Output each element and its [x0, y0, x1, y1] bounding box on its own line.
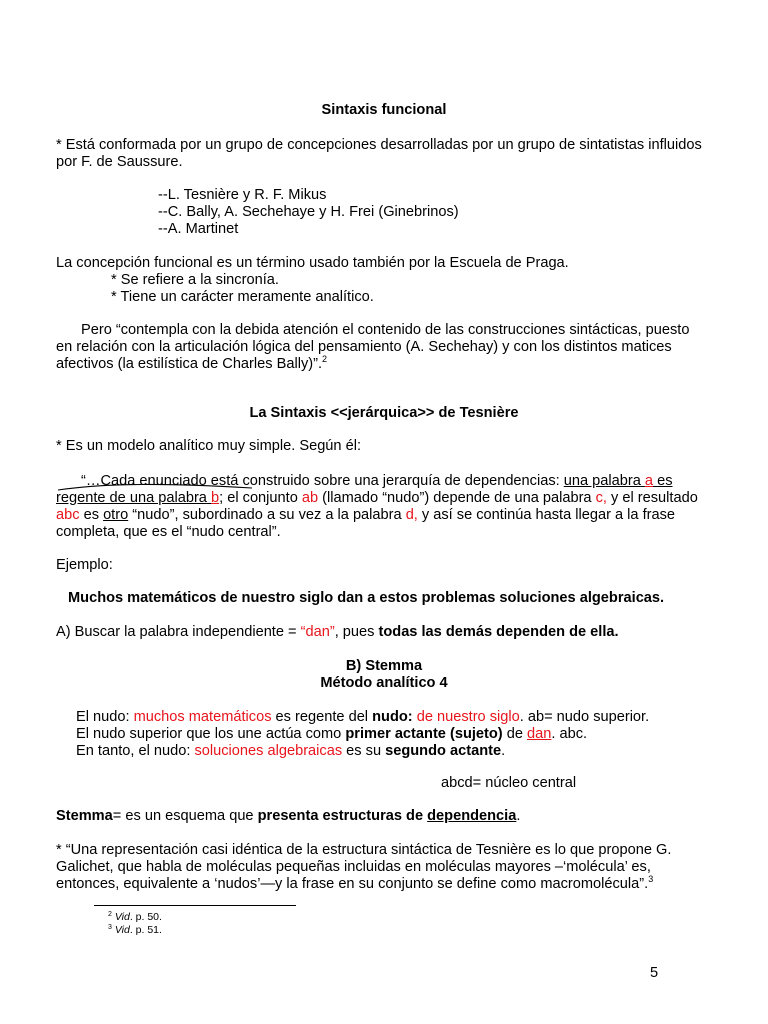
ejemplo-label: Ejemplo: [56, 557, 113, 573]
quote-line-3: abc es otro “nudo”, subordinado a su vez a la palabra d, y así se continúa hasta llegar a la frase [56, 507, 676, 523]
pero-line-2: en relación con la articulación lógica del pensamiento (A. Sechehay) y con los distintos matices [56, 339, 672, 355]
concepcion-line: La concepción funcional es un término usado también por la Escuela de Praga. [56, 255, 569, 271]
page-title: Sintaxis funcional [321, 102, 447, 118]
pero-line-3: afectivos (la estilística de Charles Bally)”.$^2$ [56, 354, 328, 372]
author-item: --L. Tesnière y R. F. Mikus [158, 187, 327, 203]
nudo-line-2: El nudo superior que los une actúa como primer actante (sujeto) de dan. abc. [76, 726, 588, 742]
modelo-line: * Es un modelo analítico muy simple. Según él: [56, 438, 362, 454]
quote-line-4: completa, que es el “nudo central”. [56, 524, 281, 540]
footnote-divider [94, 905, 296, 906]
concepcion-bullet: * Se refiere a la sincronía. [111, 272, 279, 288]
nudo-line-1: El nudo: muchos matemáticos es regente del nudo: de nuestro siglo. ab= nudo superior. [76, 709, 650, 725]
quote-line-1: “…Cada enunciado está construido sobre una jerarquía de dependencias: una palabra a es [81, 473, 673, 489]
section-heading: La Sintaxis <<jerárquica>> de Tesnière [249, 405, 519, 421]
step-b-subtitle: Método analítico 4 [320, 675, 448, 691]
page-number: 5 [650, 965, 659, 981]
galichet-line-2: Galichet, que habla de moléculas pequeñas incluidas en moléculas mayores –‘molécula’ es, [56, 859, 651, 875]
footnote-ref: 3 [648, 874, 654, 884]
footnote-item: $^2$ Vid. p. 50. [108, 911, 162, 923]
step-a: A) Buscar la palabra independiente = “dan”, pues todas las demás dependen de ella. [56, 624, 619, 640]
pero-line-1: Pero “contempla con la debida atención el contenido de las construcciones sintácticas, puesto [81, 322, 690, 338]
author-item: --C. Bally, A. Sechehaye y H. Frei (Ginebrinos) [158, 204, 459, 220]
footnote-item: $^3$ Vid. p. 51. [108, 924, 162, 936]
step-b-title: B) Stemma [345, 658, 423, 674]
intro-line-1: * Está conformada por un grupo de concepciones desarrolladas por un grupo de sintatistas influidos [56, 137, 702, 153]
author-item: --A. Martinet [158, 221, 239, 237]
quote-line-2: regente de una palabra b; el conjunto ab (llamado “nudo”) depende de una palabra c, y el resultado [56, 490, 698, 506]
ejemplo-sentence: Muchos matemáticos de nuestro siglo dan a estos problemas soluciones algebraicas. [68, 590, 665, 606]
galichet-line-3: entonces, equivalente a ‘nudos’—y la frase en su conjunto se define como macromolécula”.$^3$ [56, 874, 654, 892]
galichet-line-1: * “Una representación casi idéntica de la estructura sintáctica de Tesnière es lo que propone G. [56, 842, 672, 858]
footnote-ref: 2 [322, 354, 328, 364]
nucleo-central: abcd= núcleo central [441, 775, 577, 791]
stemma-definition: Stemma= es un esquema que presenta estructuras de dependencia. [56, 808, 521, 824]
nudo-line-3: En tanto, el nudo: soluciones algebraicas es su segundo actante. [76, 743, 506, 759]
intro-line-2: por F. de Saussure. [56, 154, 183, 170]
concepcion-bullet: * Tiene un carácter meramente analítico. [111, 289, 374, 305]
